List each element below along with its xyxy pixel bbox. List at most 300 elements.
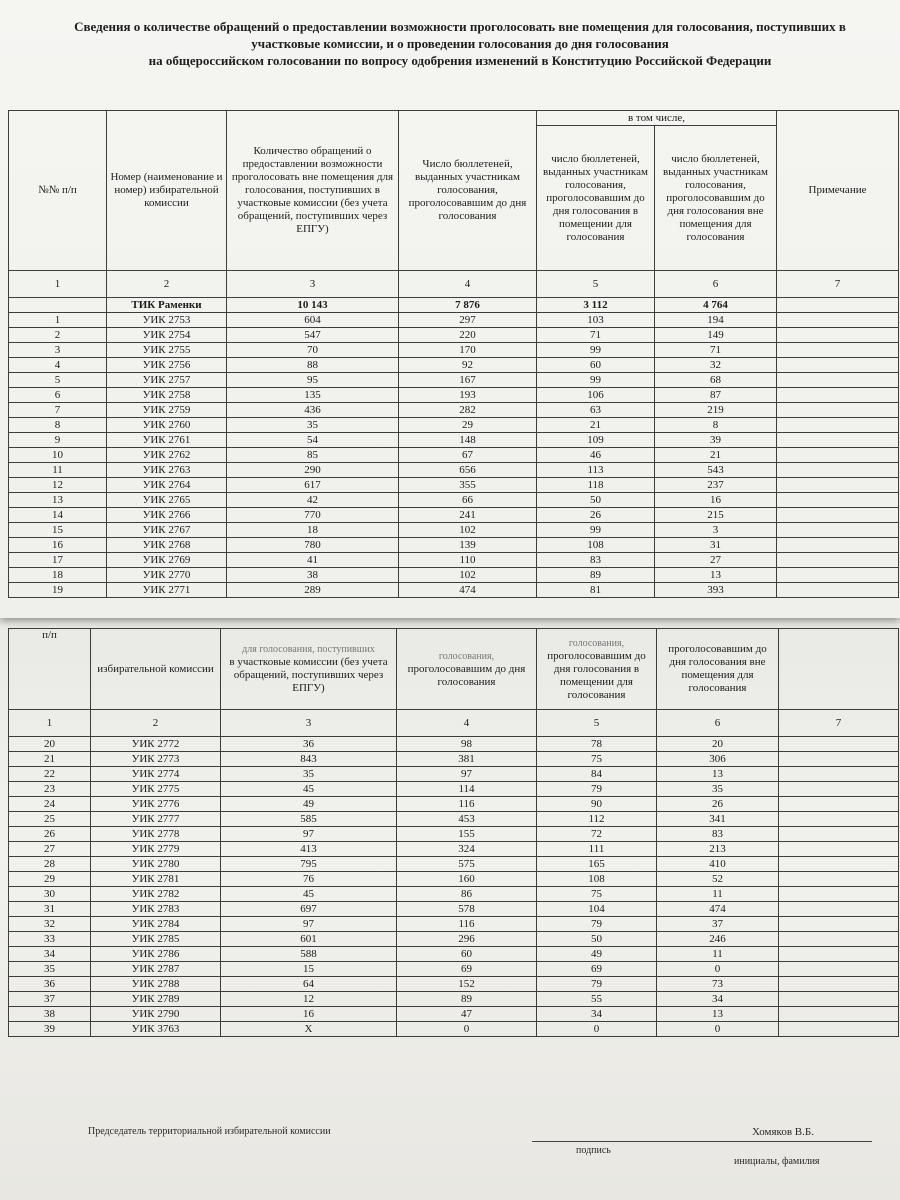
ballots-inside: 83 [537, 553, 655, 568]
ballots-inside: 113 [537, 463, 655, 478]
note-cell [779, 737, 899, 752]
table-row [9, 737, 899, 752]
header-requests: Количество обращений о предоставлении возможности проголосовать вне помещения для голосования, поступивших в участковые комиссии (без учета обращений, поступивших через ЕПГУ) [227, 111, 399, 271]
note-cell [779, 887, 899, 902]
requests-count: 15 [221, 962, 397, 977]
commission-name: УИК 2766 [107, 508, 227, 523]
table-row [9, 478, 899, 493]
requests-count: 290 [227, 463, 399, 478]
ballots-early: 114 [397, 782, 537, 797]
ballots-outside: 13 [655, 568, 777, 583]
row-number: 1 [9, 313, 107, 328]
requests-count: 617 [227, 478, 399, 493]
table-row [9, 433, 899, 448]
note-cell [779, 932, 899, 947]
requests-count: 88 [227, 358, 399, 373]
column-number: 5 [537, 271, 655, 298]
ballots-outside: 306 [657, 752, 779, 767]
requests-count: 35 [227, 418, 399, 433]
ballots-inside: 75 [537, 887, 657, 902]
ballots-outside: 13 [657, 1007, 779, 1022]
ballots-outside: 8 [655, 418, 777, 433]
ballots-inside: 81 [537, 583, 655, 598]
row-number: 29 [9, 872, 91, 887]
note-cell [777, 313, 899, 328]
ballots-outside: 71 [655, 343, 777, 358]
row-number: 6 [9, 388, 107, 403]
ballots-early: 116 [397, 797, 537, 812]
ballots-early: 297 [399, 313, 537, 328]
note-cell [779, 857, 899, 872]
ballots-early: 355 [399, 478, 537, 493]
note-cell [777, 553, 899, 568]
ballots-early: 155 [397, 827, 537, 842]
header-row-number: п/п [9, 629, 91, 710]
table-row [9, 992, 899, 1007]
ballots-inside: 103 [537, 313, 655, 328]
table-row [9, 448, 899, 463]
commission-name: УИК 2772 [91, 737, 221, 752]
commission-name: УИК 2768 [107, 538, 227, 553]
requests-count: 16 [221, 1007, 397, 1022]
commission-name: УИК 2762 [107, 448, 227, 463]
row-number: 27 [9, 842, 91, 857]
ballots-inside: 99 [537, 373, 655, 388]
commission-name: УИК 2757 [107, 373, 227, 388]
note-cell [779, 1007, 899, 1022]
ballots-inside: 165 [537, 857, 657, 872]
ballots-outside: 219 [655, 403, 777, 418]
table-row [9, 508, 899, 523]
requests-count: 770 [227, 508, 399, 523]
ballots-outside: 31 [655, 538, 777, 553]
requests-count: 436 [227, 403, 399, 418]
column-number: 1 [9, 271, 107, 298]
requests-count: 45 [221, 887, 397, 902]
ballots-inside: 79 [537, 782, 657, 797]
row-number: 28 [9, 857, 91, 872]
name-label: инициалы, фамилия [734, 1156, 820, 1167]
row-number: 2 [9, 328, 107, 343]
ballots-outside: 34 [657, 992, 779, 1007]
requests-count: 95 [227, 373, 399, 388]
note-cell [777, 538, 899, 553]
total-name: ТИК Раменки [107, 298, 227, 313]
row-number: 11 [9, 463, 107, 478]
row-number: 19 [9, 583, 107, 598]
signature-line [532, 1141, 872, 1142]
header-ballots-outside: проголосовавшим до дня голосования вне помещения для голосования [657, 629, 779, 710]
commission-name: УИК 2755 [107, 343, 227, 358]
ballots-outside: 20 [657, 737, 779, 752]
ballots-outside: 149 [655, 328, 777, 343]
commission-name: УИК 2784 [91, 917, 221, 932]
total-ballots-outside: 4 764 [655, 298, 777, 313]
ballots-early: 474 [399, 583, 537, 598]
column-number: 4 [397, 710, 537, 737]
ballots-early: 656 [399, 463, 537, 478]
ballots-early: 47 [397, 1007, 537, 1022]
row-number: 3 [9, 343, 107, 358]
note-cell [777, 418, 899, 433]
commission-name: УИК 2776 [91, 797, 221, 812]
ballots-inside: 78 [537, 737, 657, 752]
commission-name: УИК 2779 [91, 842, 221, 857]
requests-count: 780 [227, 538, 399, 553]
ballots-outside: 73 [657, 977, 779, 992]
column-number: 7 [777, 271, 899, 298]
row-number: 33 [9, 932, 91, 947]
ballots-outside: 0 [657, 962, 779, 977]
ballots-early: 167 [399, 373, 537, 388]
ballots-inside: 112 [537, 812, 657, 827]
commission-name: УИК 2788 [91, 977, 221, 992]
requests-count: 97 [221, 827, 397, 842]
requests-count: 588 [221, 947, 397, 962]
ballots-inside: 99 [537, 523, 655, 538]
commission-name: УИК 2767 [107, 523, 227, 538]
table-row [9, 767, 899, 782]
report-table-page-1 [8, 110, 899, 598]
row-number: 25 [9, 812, 91, 827]
column-number: 2 [107, 271, 227, 298]
ballots-inside: 34 [537, 1007, 657, 1022]
note-cell [779, 917, 899, 932]
ballots-inside: 108 [537, 872, 657, 887]
note-cell [779, 842, 899, 857]
commission-name: УИК 2790 [91, 1007, 221, 1022]
ballots-inside: 46 [537, 448, 655, 463]
commission-name: УИК 2786 [91, 947, 221, 962]
row-number: 17 [9, 553, 107, 568]
column-number: 3 [227, 271, 399, 298]
commission-name: УИК 2774 [91, 767, 221, 782]
ballots-early: 575 [397, 857, 537, 872]
table-row [9, 797, 899, 812]
commission-name: УИК 2760 [107, 418, 227, 433]
requests-count: 45 [221, 782, 397, 797]
ballots-early: 220 [399, 328, 537, 343]
commission-name: УИК 2783 [91, 902, 221, 917]
requests-count: 547 [227, 328, 399, 343]
ballots-outside: 16 [655, 493, 777, 508]
commission-name: УИК 2769 [107, 553, 227, 568]
table-row [9, 902, 899, 917]
requests-count: 41 [227, 553, 399, 568]
ballots-outside: 11 [657, 887, 779, 902]
ballots-early: 193 [399, 388, 537, 403]
commission-name: УИК 2777 [91, 812, 221, 827]
table-row [9, 857, 899, 872]
commission-name: УИК 2773 [91, 752, 221, 767]
total-ballots-early: 7 876 [399, 298, 537, 313]
row-number: 4 [9, 358, 107, 373]
ballots-inside: 109 [537, 433, 655, 448]
report-table-page-2 [8, 628, 899, 1037]
ballots-outside: 32 [655, 358, 777, 373]
ballots-early: 69 [397, 962, 537, 977]
commission-name: УИК 2789 [91, 992, 221, 1007]
ballots-outside: 0 [657, 1022, 779, 1037]
commission-name: УИК 2756 [107, 358, 227, 373]
header-ballots-outside: число бюллетеней, выданных участникам голосования, проголосовавшим до дня голосования вне помещения для голосования [655, 126, 777, 271]
ballots-inside: 108 [537, 538, 655, 553]
note-cell [777, 493, 899, 508]
row-number: 30 [9, 887, 91, 902]
signature-label: подпись [576, 1145, 611, 1156]
note-cell [779, 947, 899, 962]
row-number: 31 [9, 902, 91, 917]
table-row [9, 388, 899, 403]
ballots-outside: 68 [655, 373, 777, 388]
note-cell [779, 767, 899, 782]
note-cell [779, 797, 899, 812]
row-number: 36 [9, 977, 91, 992]
header-commission: Номер (наименование и номер) избирательной комиссии [107, 111, 227, 271]
page-2 [0, 618, 900, 1200]
table-row [9, 827, 899, 842]
ballots-inside: 89 [537, 568, 655, 583]
requests-count: 97 [221, 917, 397, 932]
commission-name: УИК 2753 [107, 313, 227, 328]
ballots-early: 110 [399, 553, 537, 568]
commission-name: УИК 2778 [91, 827, 221, 842]
column-number: 3 [221, 710, 397, 737]
requests-count: 70 [227, 343, 399, 358]
total-row [9, 298, 899, 313]
row-number: 10 [9, 448, 107, 463]
commission-name: УИК 2770 [107, 568, 227, 583]
ballots-inside: 69 [537, 962, 657, 977]
title-line-2: участковые комиссии, и о проведении голосования до дня голосования [251, 36, 669, 51]
ballots-outside: 27 [655, 553, 777, 568]
chairman-label: Председатель территориальной избирательной комиссии [88, 1126, 331, 1137]
row-number: 18 [9, 568, 107, 583]
header-commission: избирательной комиссии [91, 629, 221, 710]
ballots-early: 102 [399, 523, 537, 538]
header-row-number: №№ п/п [9, 111, 107, 271]
ballots-inside: 79 [537, 917, 657, 932]
row-number: 20 [9, 737, 91, 752]
total-requests: 10 143 [227, 298, 399, 313]
header-requests: для голосования, поступивших в участковые комиссии (без учета обращений, поступивших через ЕПГУ) [221, 629, 397, 710]
ballots-early: 453 [397, 812, 537, 827]
ballots-inside: 21 [537, 418, 655, 433]
note-cell [777, 358, 899, 373]
note-cell [779, 752, 899, 767]
note-cell [779, 827, 899, 842]
table-row [9, 418, 899, 433]
ballots-inside: 90 [537, 797, 657, 812]
ballots-inside: 72 [537, 827, 657, 842]
ballots-outside: 410 [657, 857, 779, 872]
commission-name: УИК 2785 [91, 932, 221, 947]
row-number: 21 [9, 752, 91, 767]
note-cell [779, 1022, 899, 1037]
ballots-inside: 55 [537, 992, 657, 1007]
ballots-outside: 13 [657, 767, 779, 782]
requests-count: 135 [227, 388, 399, 403]
ballots-inside: 118 [537, 478, 655, 493]
ballots-early: 29 [399, 418, 537, 433]
requests-count: Х [221, 1022, 397, 1037]
title-line-1: Сведения о количестве обращений о предоставлении возможности проголосовать вне помещения для голосования, поступивших в [74, 19, 846, 34]
ballots-inside: 111 [537, 842, 657, 857]
ballots-early: 148 [399, 433, 537, 448]
ballots-early: 86 [397, 887, 537, 902]
row-number: 7 [9, 403, 107, 418]
table-row [9, 962, 899, 977]
note-cell [777, 433, 899, 448]
table-row [9, 523, 899, 538]
row-number: 38 [9, 1007, 91, 1022]
note-cell [777, 343, 899, 358]
ballots-outside: 83 [657, 827, 779, 842]
commission-name: УИК 2781 [91, 872, 221, 887]
ballots-early: 170 [399, 343, 537, 358]
note-cell [779, 902, 899, 917]
ballots-inside: 84 [537, 767, 657, 782]
ballots-outside: 21 [655, 448, 777, 463]
ballots-early: 102 [399, 568, 537, 583]
table-row [9, 538, 899, 553]
header-note: Примечание [777, 111, 899, 271]
row-number: 16 [9, 538, 107, 553]
row-number: 34 [9, 947, 91, 962]
column-number-row [9, 710, 899, 737]
ballots-early: 578 [397, 902, 537, 917]
ballots-early: 98 [397, 737, 537, 752]
row-number: 12 [9, 478, 107, 493]
ballots-outside: 246 [657, 932, 779, 947]
table-row [9, 373, 899, 388]
ballots-inside: 99 [537, 343, 655, 358]
column-number: 7 [779, 710, 899, 737]
requests-count: 795 [221, 857, 397, 872]
ballots-outside: 474 [657, 902, 779, 917]
requests-count: 843 [221, 752, 397, 767]
requests-count: 18 [227, 523, 399, 538]
header-ballots-early: голосования, проголосовавшим до дня голосования [397, 629, 537, 710]
column-number: 2 [91, 710, 221, 737]
requests-count: 604 [227, 313, 399, 328]
row-number: 9 [9, 433, 107, 448]
table-row [9, 553, 899, 568]
ballots-early: 381 [397, 752, 537, 767]
row-number: 5 [9, 373, 107, 388]
row-number: 8 [9, 418, 107, 433]
requests-count: 585 [221, 812, 397, 827]
commission-name: УИК 2763 [107, 463, 227, 478]
requests-count: 289 [227, 583, 399, 598]
note-cell [777, 403, 899, 418]
note-cell [777, 388, 899, 403]
ballots-early: 60 [397, 947, 537, 962]
note-cell [777, 583, 899, 598]
table-row [9, 1007, 899, 1022]
commission-name: УИК 2754 [107, 328, 227, 343]
column-number: 5 [537, 710, 657, 737]
ballots-inside: 104 [537, 902, 657, 917]
ballots-outside: 194 [655, 313, 777, 328]
header-ballots-inside: голосования, проголосовавшим до дня голосования в помещении для голосования [537, 629, 657, 710]
column-number: 4 [399, 271, 537, 298]
ballots-inside: 75 [537, 752, 657, 767]
commission-name: УИК 2775 [91, 782, 221, 797]
table-row [9, 947, 899, 962]
table-row [9, 328, 899, 343]
total-ballots-inside: 3 112 [537, 298, 655, 313]
commission-name: УИК 3763 [91, 1022, 221, 1037]
requests-count: 76 [221, 872, 397, 887]
ballots-inside: 50 [537, 932, 657, 947]
ballots-outside: 26 [657, 797, 779, 812]
table-row [9, 358, 899, 373]
row-number: 24 [9, 797, 91, 812]
ballots-early: 116 [397, 917, 537, 932]
note-cell [777, 373, 899, 388]
requests-count: 42 [227, 493, 399, 508]
table-row [9, 887, 899, 902]
ballots-inside: 26 [537, 508, 655, 523]
requests-count: 36 [221, 737, 397, 752]
note-cell [777, 463, 899, 478]
ballots-early: 324 [397, 842, 537, 857]
table-body-page-2 [9, 737, 899, 1037]
requests-count: 85 [227, 448, 399, 463]
commission-name: УИК 2771 [107, 583, 227, 598]
title-line-3: на общероссийском голосовании по вопросу одобрения изменений в Конституцию Российской Федерации [148, 53, 772, 68]
table-row [9, 313, 899, 328]
table-row [9, 343, 899, 358]
note-cell [779, 872, 899, 887]
row-number: 26 [9, 827, 91, 842]
table-row [9, 782, 899, 797]
ballots-inside: 50 [537, 493, 655, 508]
note-cell [779, 977, 899, 992]
note-cell [777, 328, 899, 343]
note-cell [777, 478, 899, 493]
commission-name: УИК 2759 [107, 403, 227, 418]
requests-count: 38 [227, 568, 399, 583]
header-ballots-early: Число бюллетеней, выданных участникам голосования, проголосовавшим до дня голосования [399, 111, 537, 271]
table-row [9, 463, 899, 478]
row-number: 32 [9, 917, 91, 932]
ballots-outside: 543 [655, 463, 777, 478]
table-row [9, 752, 899, 767]
requests-count: 64 [221, 977, 397, 992]
ballots-early: 160 [397, 872, 537, 887]
table-body-page-1 [9, 313, 899, 598]
document-title [40, 18, 880, 69]
note-cell [777, 568, 899, 583]
note-cell [779, 812, 899, 827]
ballots-early: 0 [397, 1022, 537, 1037]
requests-count: 35 [221, 767, 397, 782]
requests-count: 413 [221, 842, 397, 857]
row-number: 37 [9, 992, 91, 1007]
ballots-early: 152 [397, 977, 537, 992]
ballots-early: 139 [399, 538, 537, 553]
ballots-outside: 341 [657, 812, 779, 827]
note-cell [779, 782, 899, 797]
table-row [9, 977, 899, 992]
requests-count: 12 [221, 992, 397, 1007]
ballots-inside: 79 [537, 977, 657, 992]
ballots-inside: 71 [537, 328, 655, 343]
ballots-outside: 35 [657, 782, 779, 797]
header-group-including: в том числе, [537, 111, 777, 126]
